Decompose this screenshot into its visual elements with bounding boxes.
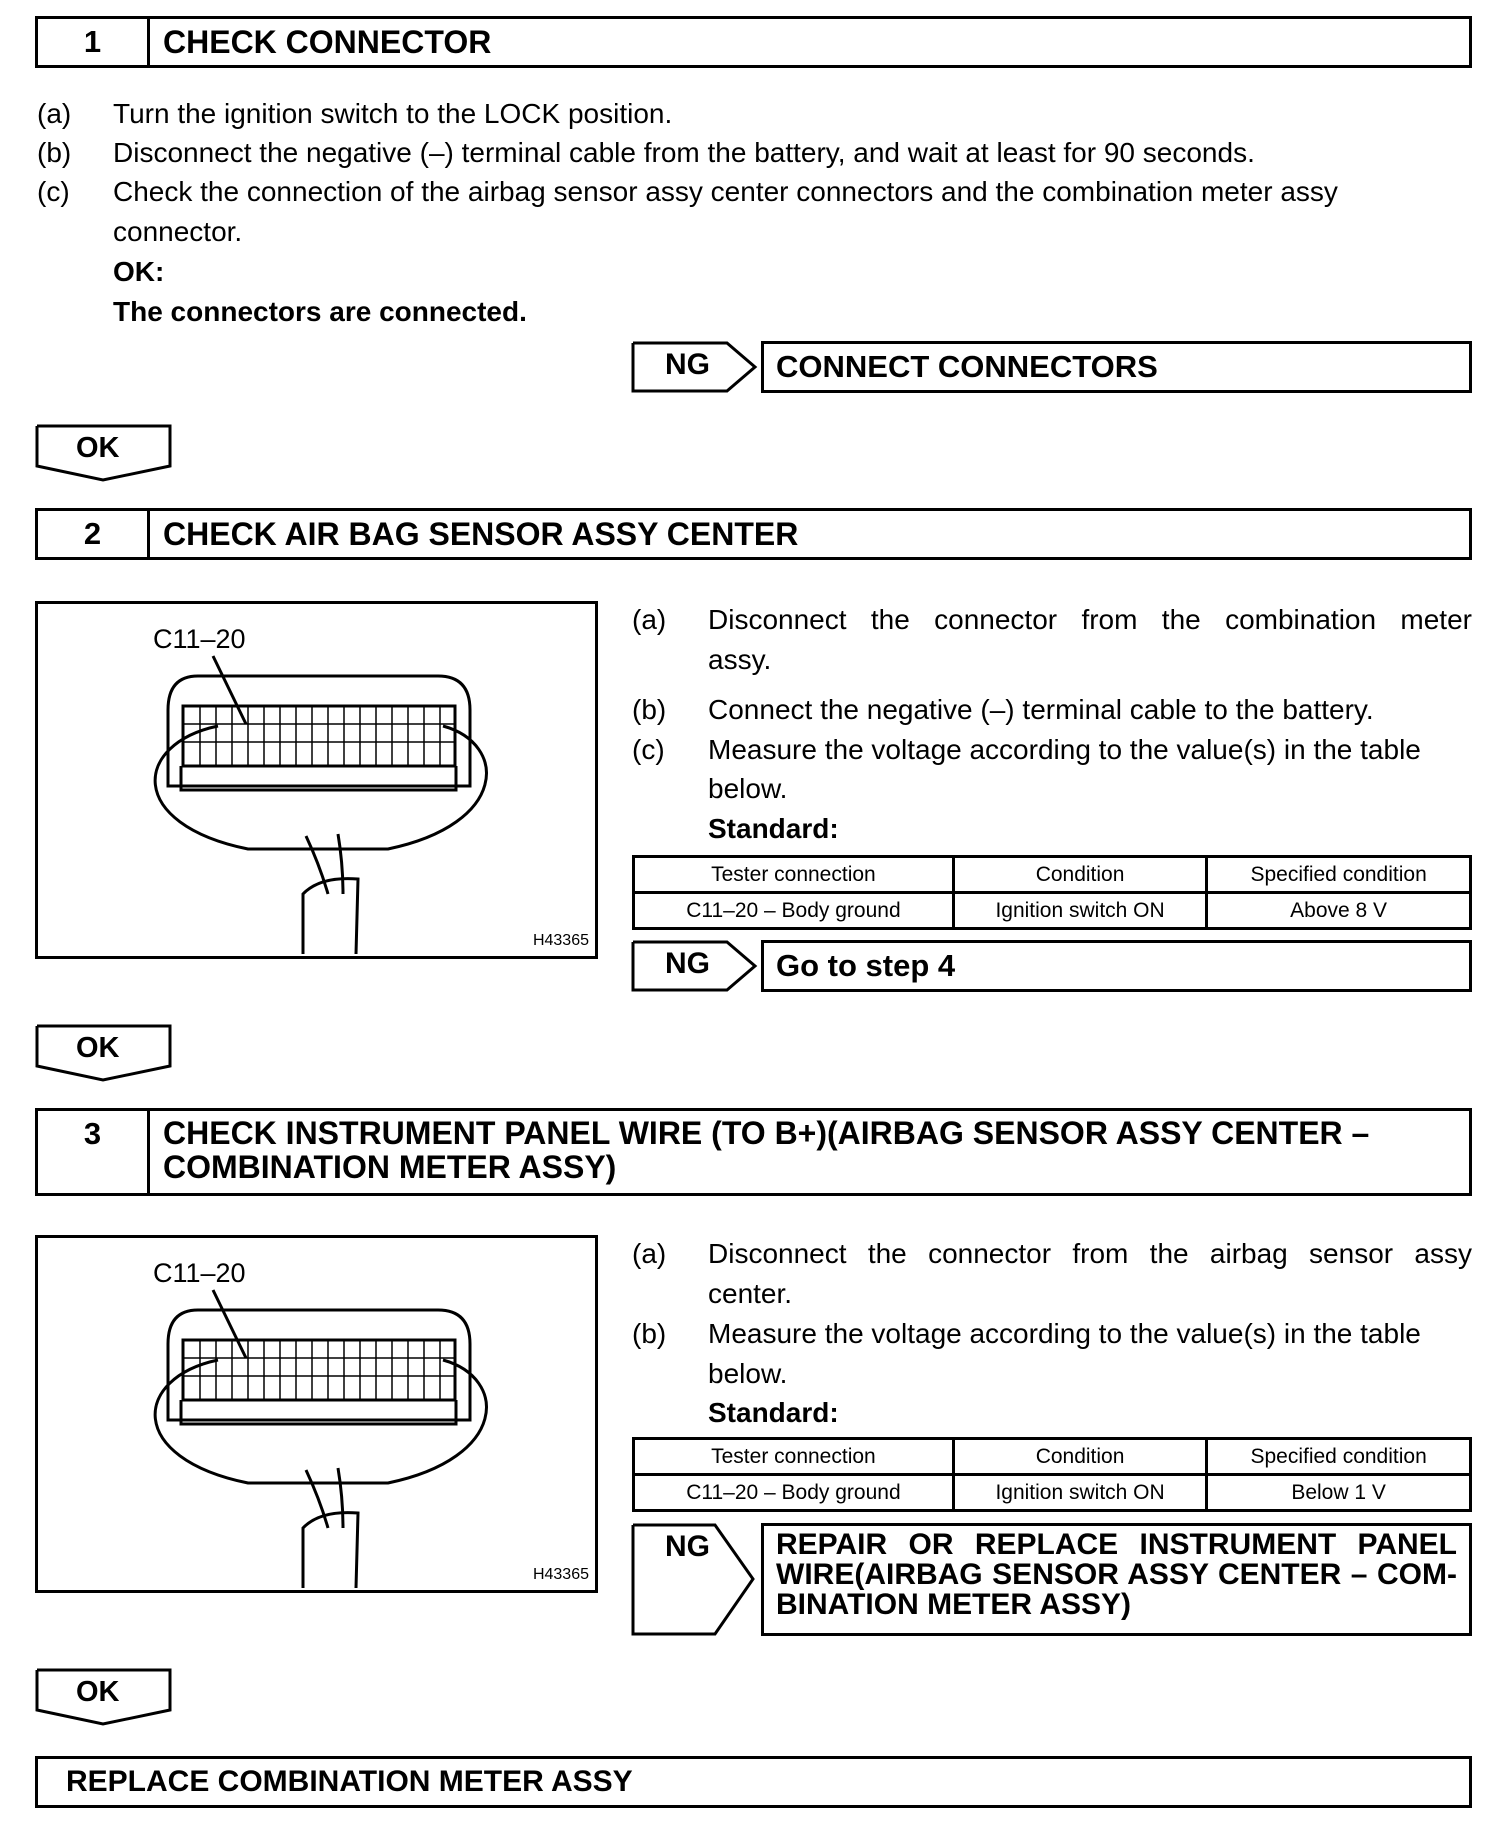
instruction-c: [632, 733, 1421, 767]
instruction-c: [37, 175, 1338, 209]
table-header: Condition: [953, 1439, 1206, 1475]
table-row: [634, 1475, 1471, 1511]
instruction-text: Disconnect the connector from the combination meter: [708, 604, 1472, 635]
standard-table: [632, 855, 1472, 930]
instruction-text: Turn the ignition switch to the LOCK position.: [113, 98, 673, 129]
standard-label: Standard:: [708, 813, 839, 844]
figure-id: H43365: [532, 1566, 589, 1583]
instruction-text: Connect the negative (–) terminal cable to the battery.: [708, 694, 1374, 725]
ng-result-line: BINATION METER ASSY): [776, 1588, 1132, 1621]
ng-result-line: REPAIR OR REPLACE INSTRUMENT PANEL: [776, 1528, 1457, 1561]
table-header-row: [634, 1439, 1471, 1475]
table-header: Tester connection: [634, 857, 954, 893]
instruction-text: Disconnect the connector from the airbag sensor assy: [708, 1238, 1472, 1269]
ng-label: NG: [665, 947, 710, 980]
instruction-b-cont: below.: [708, 1358, 788, 1389]
table-row: [634, 893, 1471, 929]
ng-label: NG: [665, 1530, 710, 1563]
step-number: 3: [38, 1111, 150, 1193]
step-title-line: CHECK INSTRUMENT PANEL WIRE (TO B+)(AIRBAG SENSOR ASSY CENTER –: [163, 1115, 1370, 1151]
instruction-text: Disconnect the negative (–) terminal cable from the battery, and wait at least for 90 seconds.: [113, 137, 1255, 168]
terminal-label: C11–20: [153, 1258, 246, 1288]
connector-figure: [35, 1235, 598, 1593]
instruction-a: [632, 1237, 1472, 1271]
ok-label: OK: [76, 1032, 120, 1064]
table-header: Condition: [953, 857, 1206, 893]
instruction-c-cont: connector.: [113, 216, 243, 247]
instruction-a-cont: assy.: [708, 644, 772, 675]
table-header: Specified condition: [1207, 1439, 1471, 1475]
table-cell: Ignition switch ON: [953, 893, 1206, 929]
ng-result-box: [761, 940, 1472, 992]
table-header-row: [634, 857, 1471, 893]
ok-label: OK: [76, 1676, 120, 1708]
instruction-text: Measure the voltage according to the value(s) in the table: [708, 1318, 1421, 1349]
step-number: 2: [38, 511, 150, 557]
step-title: [150, 1111, 1469, 1193]
table-cell: Ignition switch ON: [953, 1475, 1206, 1511]
final-step-box: [35, 1756, 1472, 1808]
ng-result-box: [761, 1523, 1472, 1636]
standard-label: Standard:: [708, 1397, 839, 1428]
instruction-label: (a): [37, 98, 72, 129]
step-number: 1: [38, 19, 150, 65]
step-title: CHECK CONNECTOR: [163, 24, 492, 60]
instruction-label: (c): [632, 734, 665, 765]
instruction-label: (a): [632, 1238, 667, 1269]
step-title: CHECK AIR BAG SENSOR ASSY CENTER: [163, 516, 799, 552]
instruction-label: (b): [632, 694, 667, 725]
step-3-header: [35, 1108, 1472, 1196]
instruction-b: [37, 136, 1255, 170]
table-header: Specified condition: [1207, 857, 1471, 893]
ok-criteria: The connectors are connected.: [113, 296, 527, 327]
connector-diagram: [38, 604, 595, 956]
step-title-line: COMBINATION METER ASSY): [163, 1149, 617, 1185]
instruction-a: [37, 97, 672, 131]
instruction-text: Check the connection of the airbag sensor assy center connectors and the combination meter assy: [113, 176, 1338, 207]
table-cell: C11–20 – Body ground: [634, 1475, 954, 1511]
ng-result-box: [761, 341, 1472, 393]
table-cell: Above 8 V: [1207, 893, 1471, 929]
instruction-b: [632, 693, 1374, 727]
step-2-header: [35, 508, 1472, 560]
standard-table: [632, 1437, 1472, 1512]
ok-heading: OK:: [113, 256, 165, 287]
ng-result-line: WIRE(AIRBAG SENSOR ASSY CENTER – COM-: [776, 1558, 1457, 1591]
instruction-a-cont: center.: [708, 1278, 793, 1309]
ng-result-text: CONNECT CONNECTORS: [776, 349, 1158, 384]
instruction-label: (c): [37, 176, 70, 207]
ok-label: OK: [76, 432, 120, 464]
step-1-header: [35, 16, 1472, 68]
ng-result-text: Go to step 4: [776, 948, 956, 983]
instruction-label: (a): [632, 604, 667, 635]
table-cell: C11–20 – Body ground: [634, 893, 954, 929]
table-header: Tester connection: [634, 1439, 954, 1475]
terminal-label: C11–20: [153, 624, 246, 654]
ng-label: NG: [665, 348, 710, 381]
final-step-text: REPLACE COMBINATION METER ASSY: [66, 1765, 633, 1798]
connector-figure: [35, 601, 598, 959]
table-cell: Below 1 V: [1207, 1475, 1471, 1511]
connector-diagram: [38, 1238, 595, 1590]
instruction-c-cont: below.: [708, 773, 788, 804]
instruction-b: [632, 1317, 1421, 1351]
instruction-a: [632, 603, 1472, 637]
instruction-text: Measure the voltage according to the value(s) in the table: [708, 734, 1421, 765]
figure-id: H43365: [532, 932, 589, 949]
instruction-label: (b): [632, 1318, 667, 1349]
instruction-label: (b): [37, 137, 72, 168]
